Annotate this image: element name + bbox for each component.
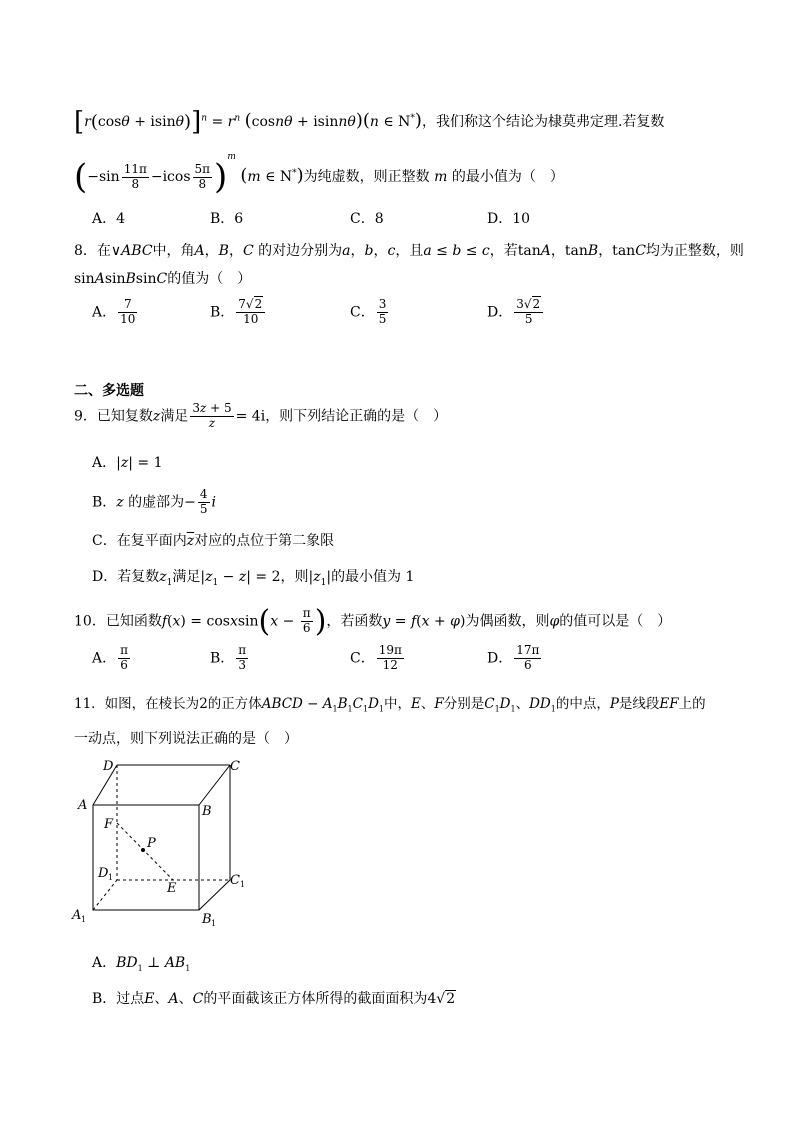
q9-option-b-label: B． (92, 494, 117, 511)
q8-option-d[interactable]: D． $\frac{3√2}{5}$ (487, 298, 545, 327)
q10-tail2: 的值可以是（ ） (559, 613, 672, 630)
edge-A1D1-hidden (93, 880, 117, 910)
cube-figure (70, 755, 260, 935)
q9-option-d-tail: 的最小值为 1 (331, 569, 415, 585)
q8-option-a[interactable]: A． $\frac{7}{10}$ (92, 297, 136, 326)
q8-option-b-label: B． (210, 304, 235, 321)
q8-stem-line1: 8．在∨ABC中，角A，B，C 的对边分别为a，b，c，且a ≤ b ≤ c，若tanA，tanB，tanC均为正整数，则 (74, 243, 744, 259)
q8-option-a-label: A． (92, 304, 117, 321)
q9-option-c-text: 对应的点位于第二象限 (194, 533, 335, 549)
q11-stem-line2: 一动点，则下列说法正确的是（ ） (74, 731, 298, 747)
q10-option-a[interactable]: A． $\frac{\pi}{6}$ (92, 643, 129, 672)
q10-option-a-label: A． (92, 650, 117, 667)
label-A1-sub: 1 (81, 915, 87, 924)
label-A1: A (72, 908, 82, 923)
edge-BC (199, 765, 230, 805)
q11-prefix: 11．如图，在棱长为 (74, 696, 200, 712)
q11-mid4: 的中点， (555, 696, 610, 712)
q11-edge: 2 (199, 696, 208, 712)
q9-mid: 满足 (160, 408, 189, 425)
q11-option-b-text: 的平面截该正方体所得的截面面积为 (203, 991, 428, 1007)
q11-option-a-label: A． (92, 955, 117, 971)
q8-prefix: 8．在 (74, 243, 111, 259)
label-D1-sub: 1 (108, 873, 114, 882)
q9-option-d-mid: 满足 (172, 569, 201, 585)
segment-EF-hidden (117, 823, 173, 880)
q10-option-d-label: D． (487, 650, 513, 667)
q11-option-b-label: B．过点 (92, 991, 145, 1007)
q9-option-c-label: C．在复平面内 (92, 533, 187, 549)
q7-line1-text: ，我们称这个结论为棣莫弗定理.若复数 (421, 114, 665, 130)
label-B1-sub: 1 (211, 919, 217, 928)
label-D: D (103, 759, 114, 774)
q10-prefix: 10．已知函数 (74, 613, 162, 630)
label-C: C (230, 759, 240, 774)
label-C1-sub: 1 (240, 880, 246, 889)
label-D1: D (98, 866, 109, 881)
q10-mid: ，若函数 (326, 613, 383, 630)
q7-line2-text: 为纯虚数，则正整数 (303, 169, 430, 185)
q8-mid4: ，若 (489, 243, 518, 259)
q11-mid2: 中， (383, 696, 411, 712)
label-B: B (202, 804, 212, 819)
q10-option-d[interactable]: D． $\frac{17\pi}{6}$ (487, 643, 540, 672)
q11-option-a[interactable]: A．$BD_1$ ⊥ $AB_1$ (92, 955, 191, 973)
q7-line2-end: 的最小值为（ ） (451, 169, 564, 185)
q11-mid3: 分别是 (443, 696, 485, 712)
q10-option-c-label: C． (350, 650, 375, 667)
q9-option-a[interactable]: A．|z| = 1 (92, 455, 163, 471)
q9-option-c[interactable]: C．在复平面内$\overline{z}$对应的点位于第二象限 (92, 533, 335, 549)
label-E: E (167, 881, 177, 896)
q9-stem: 9．已知复数z满足 $\frac{3z + 5}{z}$ = 4i，则下列结论正确的是（ ） (74, 401, 448, 430)
q9-prefix: 9．已知复数 (74, 408, 153, 425)
label-P: P (147, 836, 156, 851)
q11-mid1: 的正方体 (207, 696, 262, 712)
q7-line2: (−sin $\frac{11\pi}{8}$ −icos $\frac{5\pi}{8}$ )$^m$ (m ∈ N*)为纯虚数，则正整数 m 的最小值为（ ） (74, 152, 564, 197)
q8-option-c[interactable]: C． $\frac{3}{5}$ (350, 297, 387, 326)
q7-option-d[interactable]: D．10 (487, 211, 531, 227)
point-P (141, 848, 145, 852)
q10-stem: 10．已知函数f(x) = cosxsin(x − $\frac{\pi}{6}$ )，若函数y = f(x + φ)为偶函数，则φ的值可以是（ ） (74, 604, 672, 639)
q10-option-c[interactable]: C． $\frac{19\pi}{12}$ (350, 643, 402, 672)
q9-option-d-mid2: ，则 (280, 569, 309, 585)
q9-option-b[interactable]: B．z 的虚部为− $\frac{4}{5}$ i (92, 487, 216, 516)
label-F: F (104, 817, 114, 832)
q7-option-b[interactable]: B．6 (210, 211, 244, 227)
q11-mid6: 上的 (678, 696, 706, 712)
q7-option-a[interactable]: A．4 (92, 211, 126, 227)
q10-tail: 为偶函数，则 (465, 613, 550, 630)
edge-B1C1 (199, 880, 230, 910)
section-title-multi-choice: 二、多选题 (74, 383, 144, 399)
q9-option-d-label: D．若复数 (92, 569, 160, 585)
q8-option-c-label: C． (350, 304, 375, 321)
q8-mid1: 中，角 (152, 243, 195, 259)
q9-tail: ，则下列结论正确的是（ ） (265, 408, 448, 425)
q8-option-d-label: D． (487, 304, 513, 321)
q7-option-c[interactable]: C．8 (350, 211, 384, 227)
label-C1: C (230, 873, 240, 888)
q10-option-b-label: B． (210, 650, 235, 667)
q11-option-b[interactable]: B．过点E、A、C的平面截该正方体所得的截面面积为4√2 (92, 991, 456, 1007)
q8-mid3: ，且 (395, 243, 424, 259)
q7-line1: $[r(\cos\theta + isin\theta)]^n = r^n$ (cosnθ + isinnθ)(n ∈ N*)，我们称这个结论为棣莫弗定理.若复数 (74, 107, 665, 137)
q8-stem-line2: sinAsinBsinC的值为（ ） (74, 271, 252, 287)
label-B1: B (202, 912, 212, 927)
q8-option-b[interactable]: B． $\frac{7√2}{10}$ (210, 298, 267, 327)
q8-mid5: 均为正整数，则 (645, 243, 744, 259)
q9-option-a-label: A． (92, 455, 117, 471)
q9-option-b-text: 的虚部为 (128, 494, 185, 511)
q11-mid5: 是线段 (618, 696, 660, 712)
q11-stem-line1: 11．如图，在棱长为2的正方体ABCD − $A_1B_1C_1D_1$中，E、F分别是$C_1D_1$、$DD_1$的中点，P是线段EF上的 (74, 696, 706, 714)
label-A: A (78, 798, 88, 813)
q10-option-b[interactable]: B． $\frac{\pi}{3}$ (210, 643, 247, 672)
q8-mid2: 的对边分别为 (258, 243, 343, 259)
q8-line2-end: 的值为（ ） (167, 271, 252, 287)
q9-option-d[interactable]: D．若复数$z_1$满足$|z_1 - z| = 2$，则$|z_1|$的最小值为 1 (92, 569, 415, 588)
